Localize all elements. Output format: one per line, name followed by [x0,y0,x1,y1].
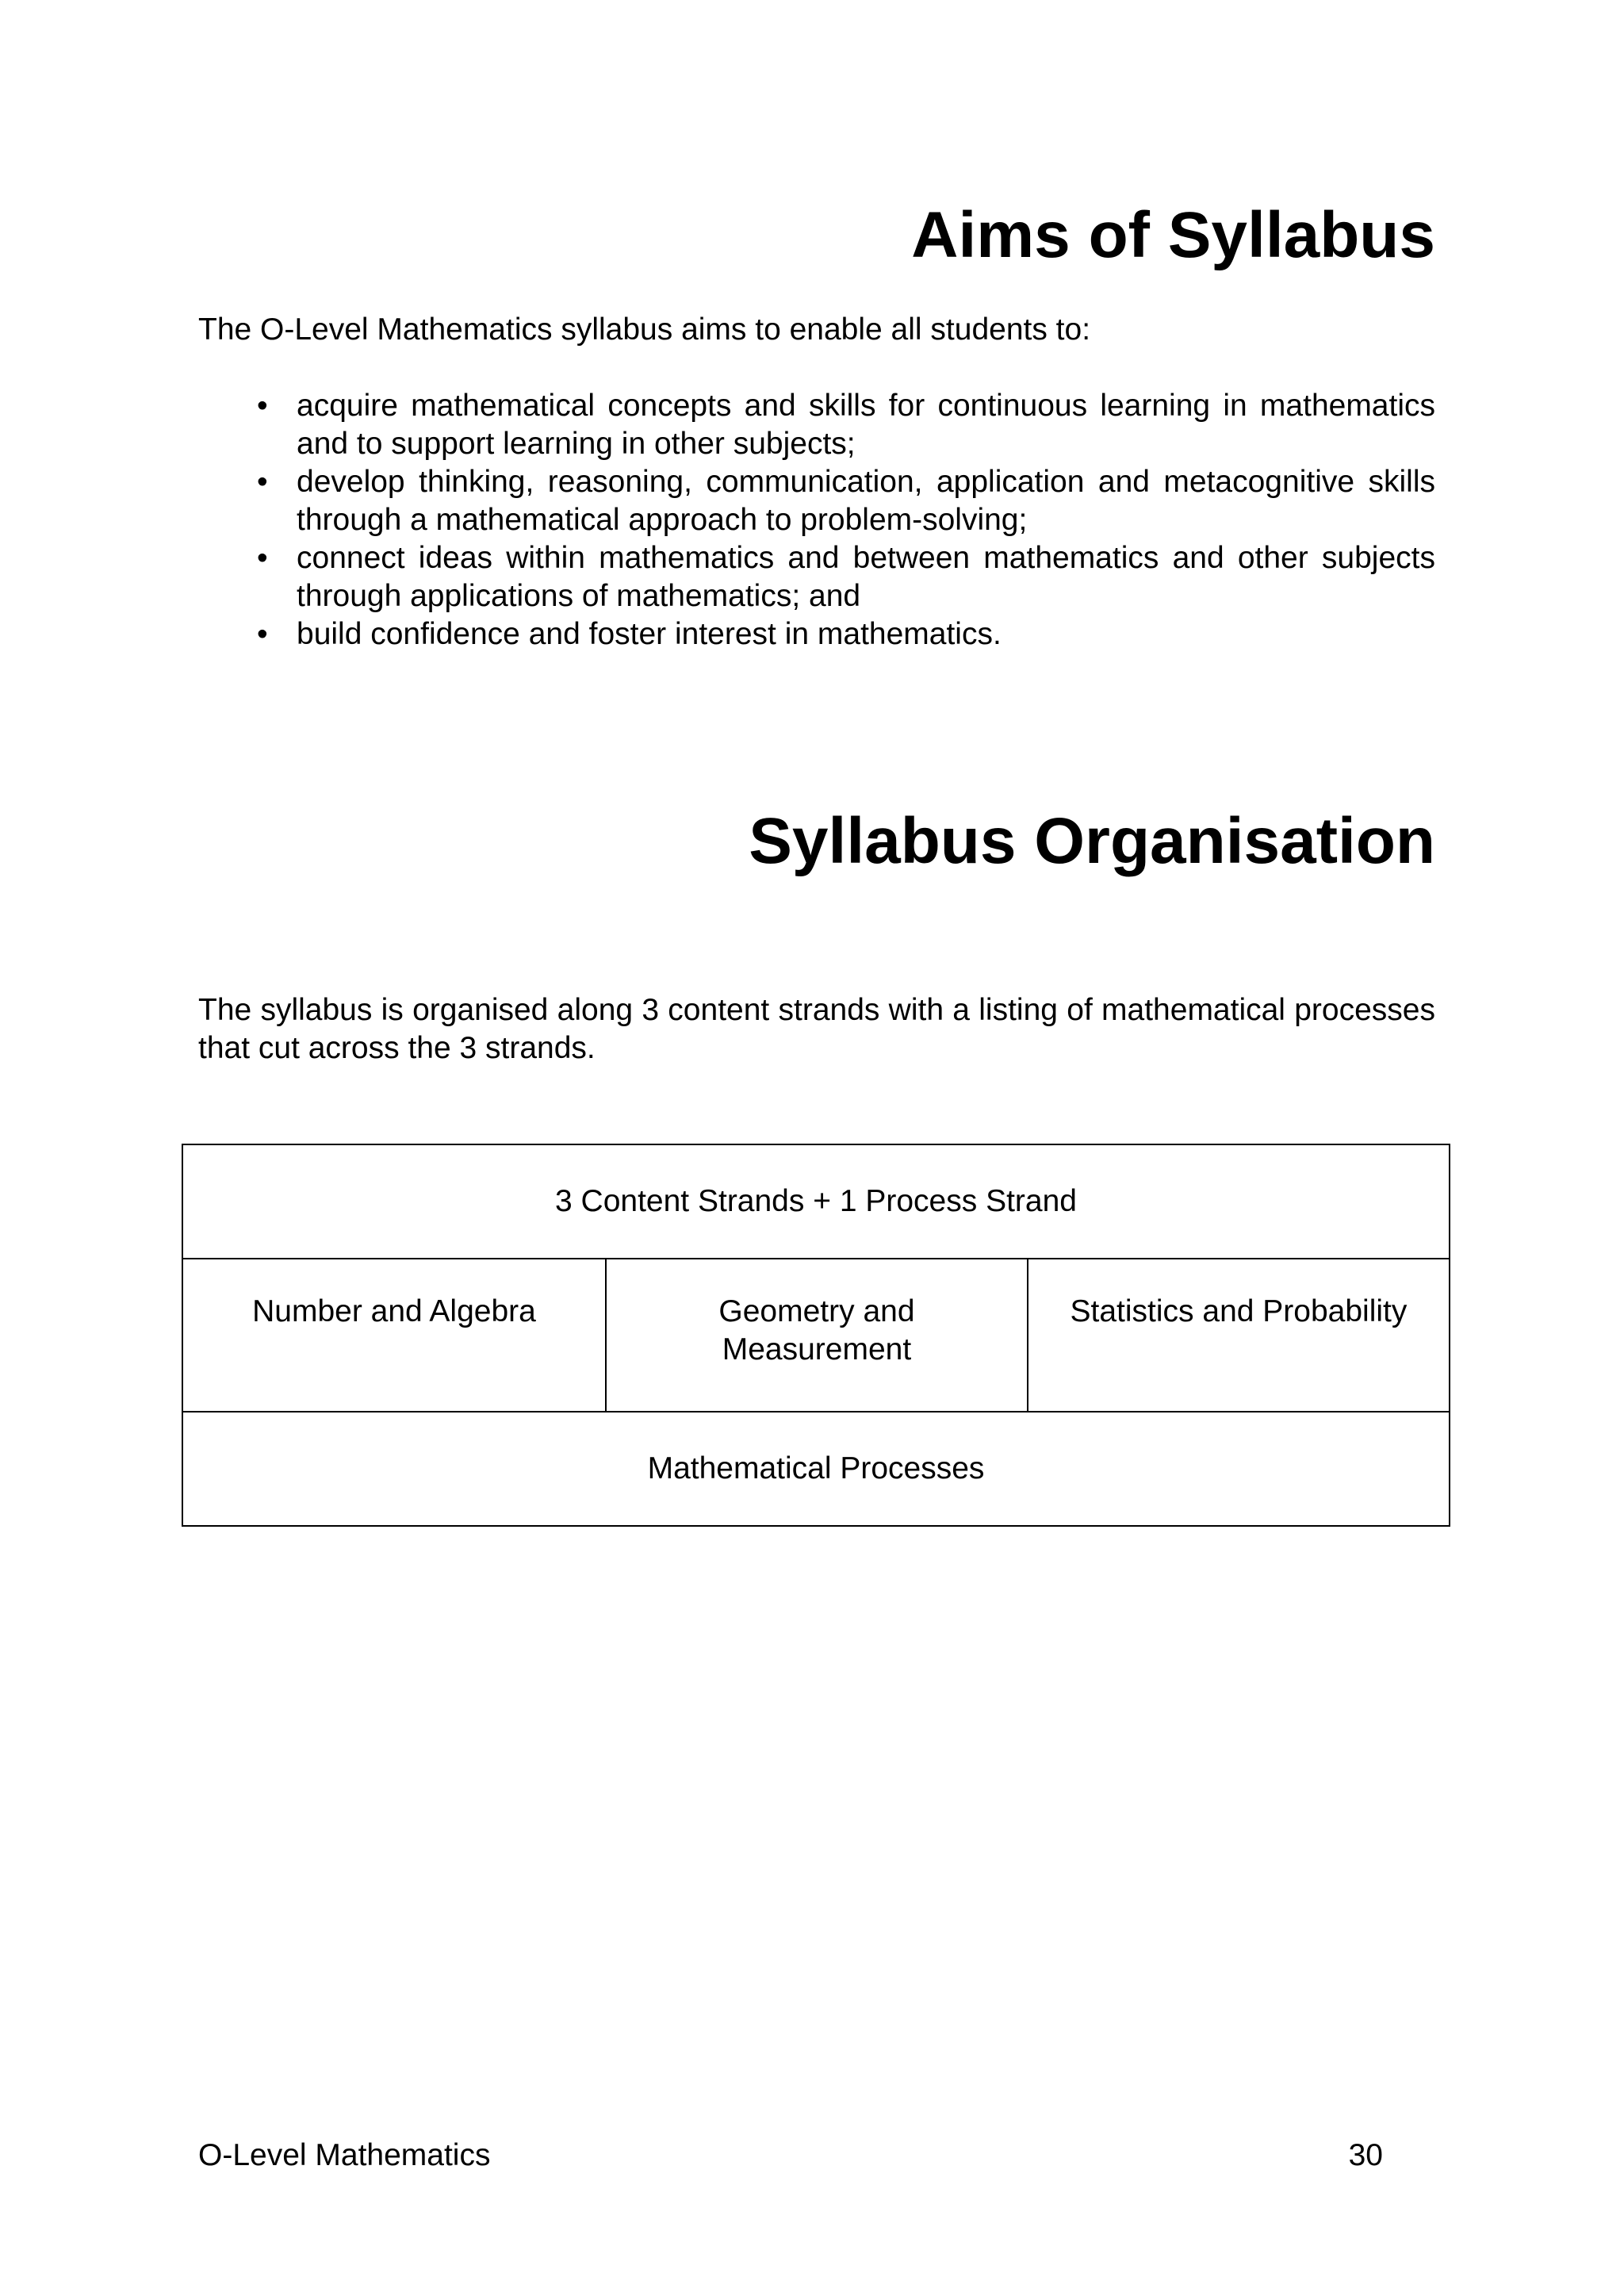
aims-heading: Aims of Syllabus [911,199,1435,271]
aims-intro: The O-Level Mathematics syllabus aims to enable all students to: [198,312,1091,347]
bullet-icon: • [257,617,268,651]
strand-geometry-measurement: Geometry and Measurement [605,1259,1027,1411]
organisation-text: The syllabus is organised along 3 content strands with a listing of mathematical processes that cut across the 3 strands. [198,993,1435,1065]
content-strands-row [183,1259,1449,1412]
list-item [257,387,1435,463]
list-item [257,615,1435,654]
bullet-icon: • [257,541,268,575]
strands-header-cell: 3 Content Strands + 1 Process Strand [555,1184,1077,1218]
list-item-text: develop thinking, reasoning, communication, application and metacognitive skills through a mathematical approach to problem-solving; [297,465,1435,537]
process-strand-cell: Mathematical Processes [647,1451,985,1485]
strands-table [182,1144,1450,1527]
strand-statistics-probability: Statistics and Probability [1027,1259,1449,1411]
page-number: 30 [1348,2138,1383,2172]
list-item-text: acquire mathematical concepts and skills for continuous learning in mathematics and to support learning in other subjects; [297,389,1435,461]
organisation-heading: Syllabus Organisation [749,805,1435,877]
list-item [257,539,1435,615]
process-strand-row [183,1412,1449,1527]
bullet-icon: • [257,465,268,499]
aims-list [257,387,1435,654]
bullet-icon: • [257,389,268,423]
list-item [257,463,1435,539]
strands-header-row [183,1145,1449,1259]
footer-title: O-Level Mathematics [198,2138,491,2172]
list-item-text: build confidence and foster interest in mathematics. [297,617,1002,651]
list-item-text: connect ideas within mathematics and between mathematics and other subjects through applications of mathematics; and [297,541,1435,613]
strand-number-algebra: Number and Algebra [252,1294,536,1328]
